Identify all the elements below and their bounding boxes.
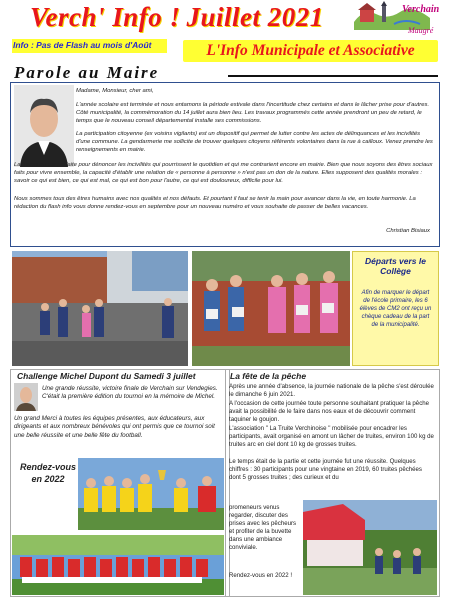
mayor-paragraph-1: L'année scolaire est terminée et nous entamons la période estivale dans l'incertitude chez certains et dans le lâcher prise pour d'autres. Côté municipalité, la commémoration du 14 juillet aura bien lieu. Les travaux programmés cette année prendront un peu de retard, le temps que le nouveau conseil départemental installe ses commissions. xyxy=(76,102,430,124)
village-logo xyxy=(350,0,440,36)
mayor-greeting: Madame, Monsieur, cher ami, xyxy=(76,88,154,94)
peche-title: La fête de la pêche xyxy=(230,371,307,381)
students-photo xyxy=(192,251,350,366)
departs-title: Départs vers le Collège xyxy=(365,256,426,276)
masthead-title: Verch' Info ! xyxy=(30,2,181,32)
michel-dupont-photo xyxy=(14,383,38,411)
title-underline xyxy=(228,75,438,77)
peche-paragraph-2: A l'occasion de cette journée toute personne souhaitant pratiquer la pêche avait la possibilité de le faire dans nos eaux et de découvrir comment taquiner le goujon. xyxy=(229,400,430,424)
mayor-paragraph-4: Nous sommes tous des êtres humains avec nos qualités et nos défauts. Et pourtant il faut se tenir la main pour avancer dans la vie, en toute harmonie. La rédaction du flash info vous donne rendez-vous en septembre pour un nouveau numéro et vous souhaite de passer de belles vacances. xyxy=(14,196,416,210)
mayor-paragraph-2: La participation citoyenne (ex voisins vigilants) est un dispositif qui permet de lutter contre les actes de délinquances et les incivilités d'une commune. La gendarmerie me sollicite de trouver quelques citoyens référents volontaires dans la rue à cailloux. Venez prendre les renseignements en mairie. xyxy=(76,131,433,153)
masthead-date: Juillet 2021 xyxy=(186,2,324,32)
fishing-event-photo xyxy=(303,500,437,595)
peche-paragraph-5: promeneurs venus regarder, discuter des prises avec les pêcheurs et profiter de la buvette dans une ambiance conviviale. xyxy=(229,504,297,552)
peche-rendezvous: Rendez-vous en 2022 ! xyxy=(229,572,293,579)
challenge-title: Challenge Michel Dupont du Samedi 3 juillet xyxy=(17,371,196,381)
svg-text:Maugré: Maugré xyxy=(408,26,434,35)
mayor-paragraph-3: La transition est parfaite pour dénoncer les incivilités qui pourrissent le quotidien et qui me contrarient encore en mairie. Bien que nous soyons des êtres sociaux faits pour vivre ensemble, la capacité d'établir une relation de « personne à personne » n'est pas un don de la nature. Elles supposent des qualités morales : savoir ce qui est bien, ce qui est mal, ce qui est bon pour l'autre, ce qui est douloureux, difficile pour lui. xyxy=(14,162,433,184)
mayor-signature: Christian Bisiaux xyxy=(386,228,430,234)
svg-text:Verchain: Verchain xyxy=(402,4,440,15)
village-logo-icon xyxy=(350,0,440,36)
peche-paragraph-4: Le temps était de la partie et cette journée fut une réussite. Quelques chiffres : 30 participants pour une vingtaine en 2019, 60 truites pêchées dont 5 grosses truites ; des curieux et du xyxy=(229,458,422,482)
flash-note: Info : Pas de Flash au mois d'Août xyxy=(13,40,152,50)
section-banner xyxy=(183,40,438,62)
mayor-photo xyxy=(14,85,74,167)
departs-college-box xyxy=(352,251,439,366)
section-banner-text: L'Info Municipale et Associative xyxy=(206,42,415,59)
challenge-rendezvous: Rendez-vous en 2022 xyxy=(19,462,76,484)
football-team-photo xyxy=(78,458,224,530)
departs-body: Afin de marquer le départ de l'école primaire, les 6 élèves de CM2 ont reçu un chèque cadeau de la part de la municipalité. xyxy=(359,289,432,328)
masthead xyxy=(30,0,324,34)
mayor-section-title: Parole au Maire xyxy=(14,63,160,82)
header xyxy=(0,0,450,38)
tournament-group-photo xyxy=(12,535,224,595)
peche-paragraph-3: L'association " La Truite Verchinoise " mobilisée pour encadrer les participants, avait organisé en amont un lâcher de truites, environ 100 kg de truites arc en ciel dont 10 kg de grosses truites. xyxy=(229,425,434,449)
challenge-paragraph-2: Un grand Merci à toutes les équipes présentes, aux éducateurs, aux dirigeants et aux nombreux bénévoles qui ont permis que ce tournoi soit une belle réussite et une belle fête du football. xyxy=(14,415,215,439)
peche-paragraph-1: Après une année d'absence, la journée nationale de la pêche s'est déroulée le dimanche 6 juin 2021. xyxy=(229,383,434,399)
challenge-paragraph-1: Une grande réussite, victoire finale de Verchain sur Vendegies. C'était la première édition du tournoi en la mémoire de Michel. xyxy=(42,385,218,401)
school-yard-photo xyxy=(12,251,188,366)
